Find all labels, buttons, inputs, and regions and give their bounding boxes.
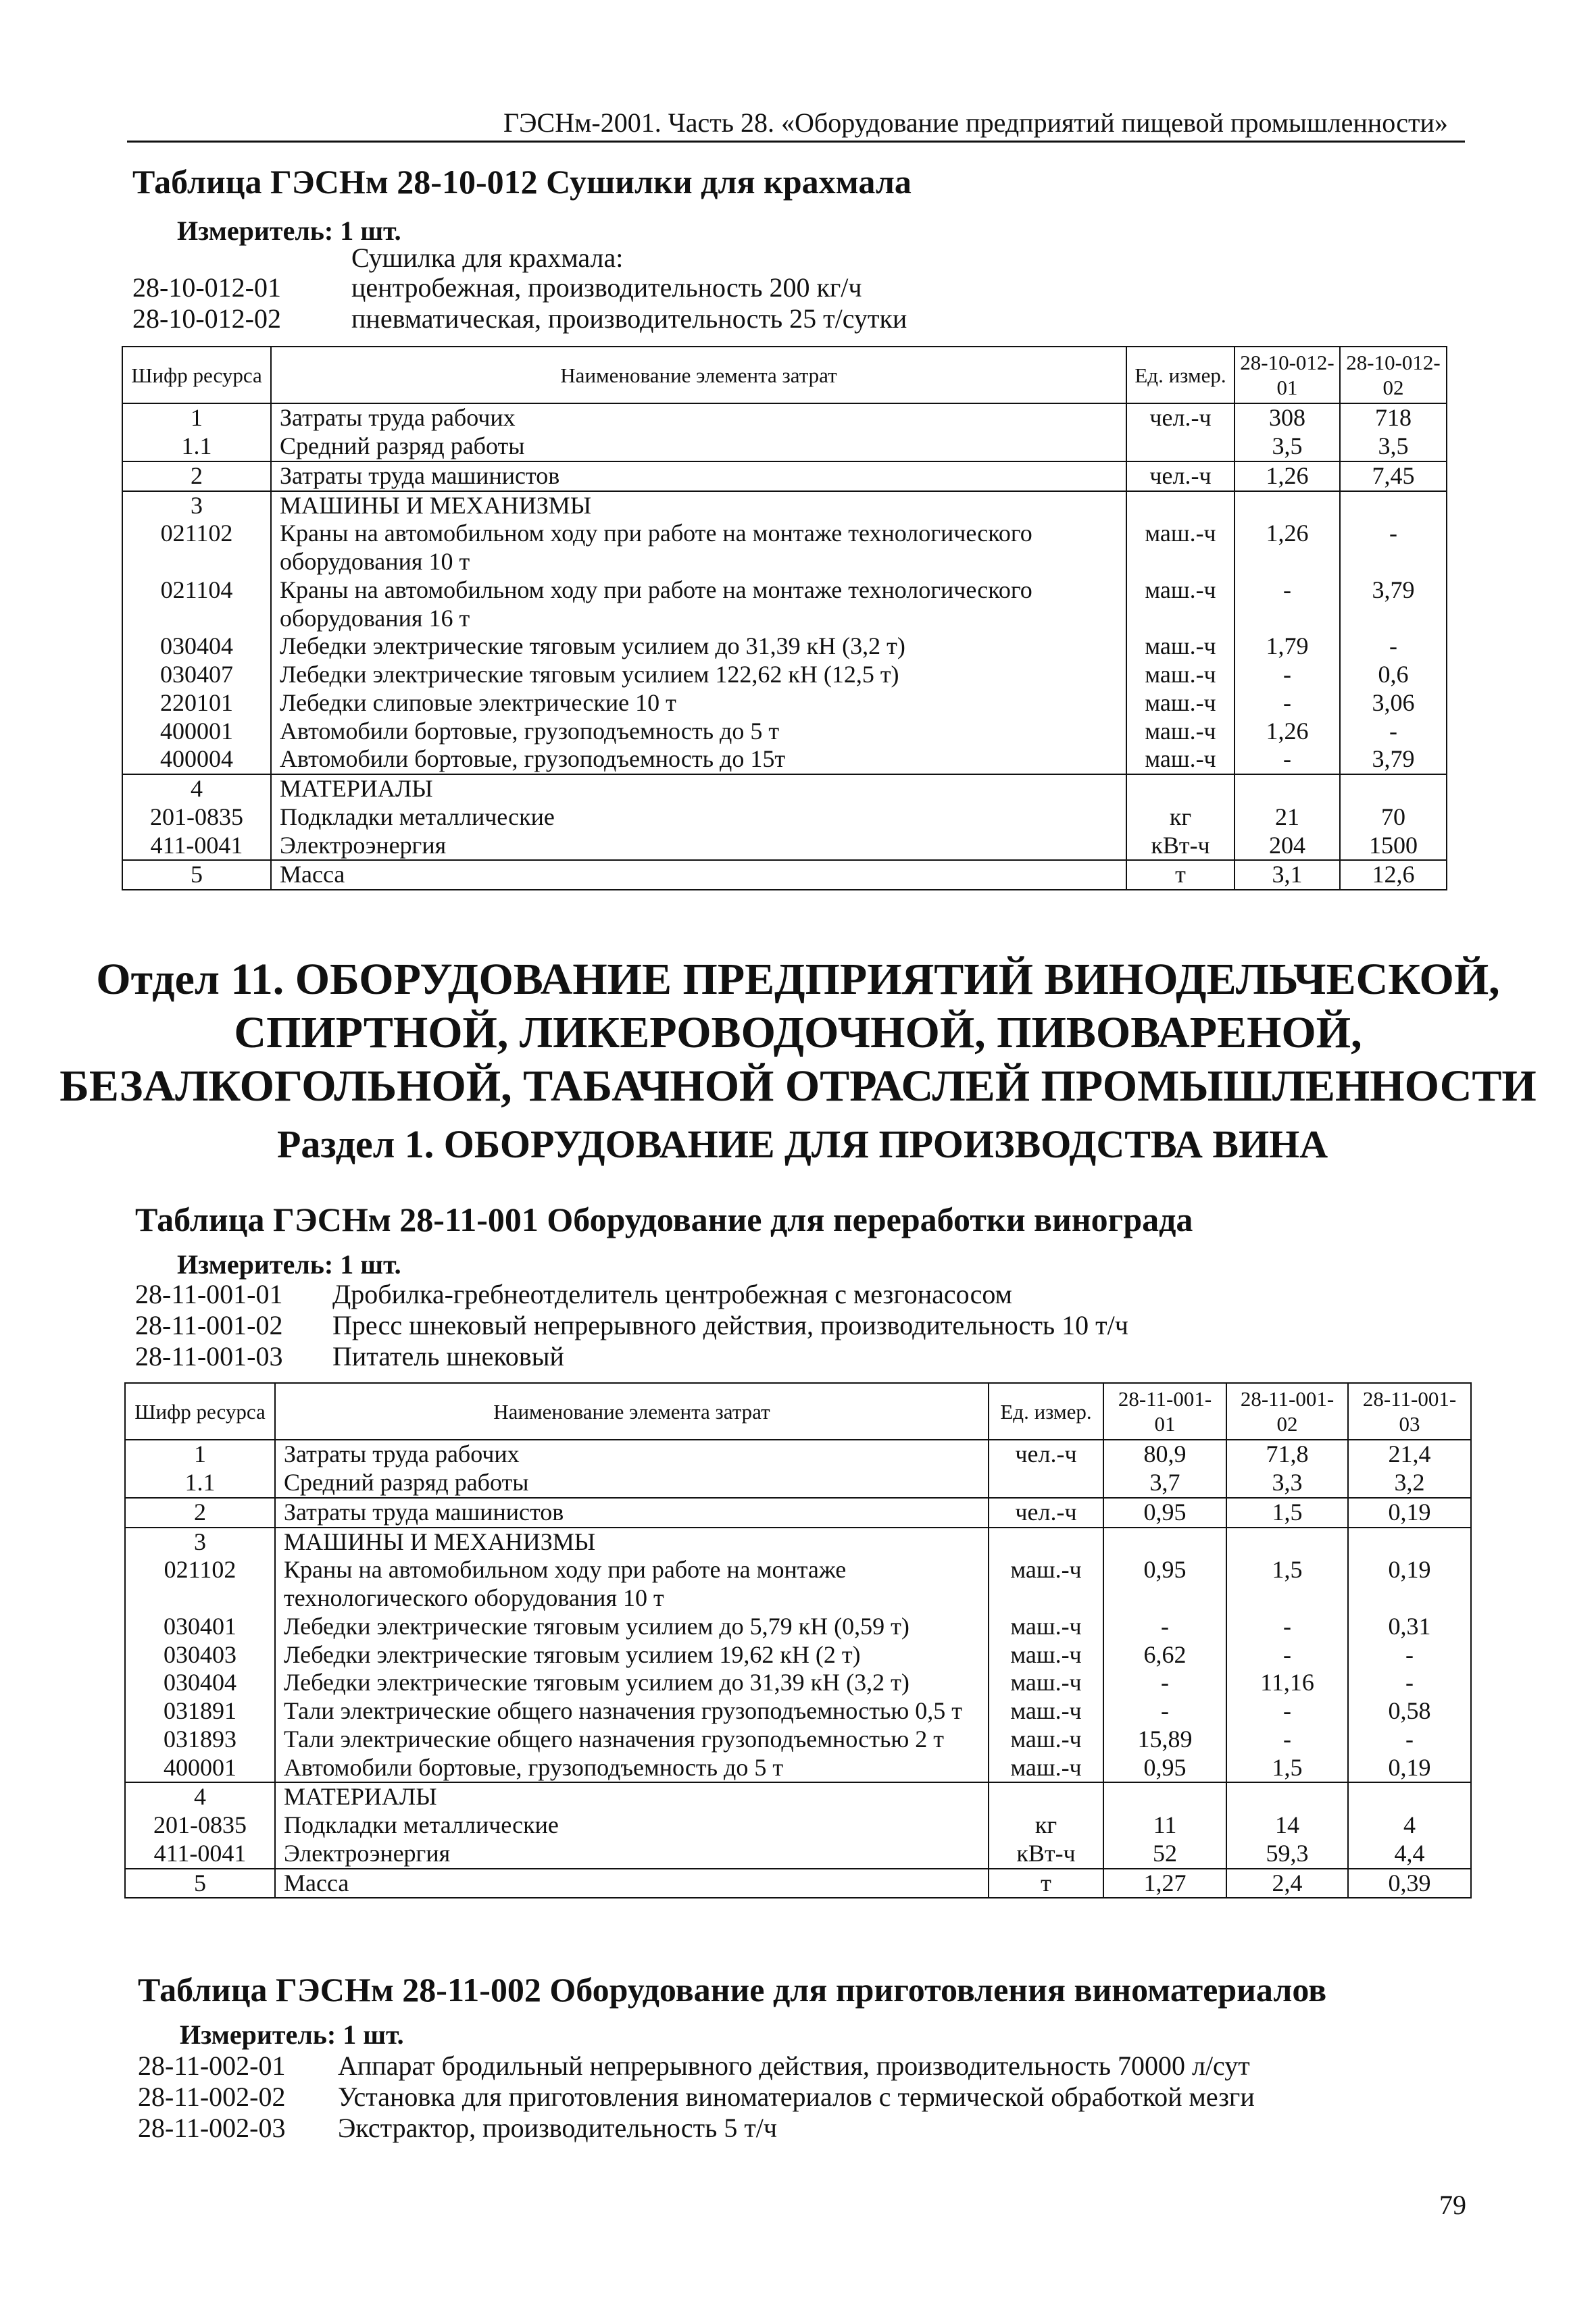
- value-cell: -: [1235, 689, 1340, 718]
- value-cell: 3,79: [1340, 745, 1447, 774]
- table-row: [122, 689, 1447, 718]
- element-name-cell: Затраты труда машинистов: [275, 1498, 989, 1528]
- value-cell: -: [1348, 1726, 1471, 1754]
- table-row: [122, 576, 1447, 633]
- value-cell: 0,95: [1103, 1754, 1226, 1783]
- resource-code-cell: 1.1: [122, 432, 271, 461]
- element-name-cell: Затраты труда рабочих: [275, 1440, 989, 1469]
- t2-table: [124, 1382, 1472, 1898]
- element-name-cell: Краны на автомобильном ходу при работе на монтаже технологического оборудования 10 т: [275, 1556, 989, 1613]
- t1-group-caption: Сушилка для крахмала:: [351, 243, 624, 273]
- element-name-cell: МАТЕРИАЛЫ: [271, 774, 1126, 803]
- resource-code-cell: 021102: [125, 1556, 275, 1613]
- value-cell: 3,1: [1235, 860, 1340, 890]
- value-cell: 718: [1340, 403, 1447, 432]
- value-cell: 0,19: [1348, 1754, 1471, 1783]
- resource-code-cell: 1.1: [125, 1469, 275, 1498]
- item-code: 28-10-012-02: [132, 303, 281, 334]
- unit-cell: маш.-ч: [989, 1613, 1103, 1641]
- value-cell: 3,2: [1348, 1469, 1471, 1498]
- element-name-cell: Тали электрические общего назначения грузоподъемностью 2 т: [275, 1726, 989, 1754]
- value-cell: 1,26: [1235, 520, 1340, 576]
- value-cell: 52: [1103, 1840, 1226, 1869]
- unit-cell: маш.-ч: [989, 1754, 1103, 1783]
- value-cell: -: [1235, 661, 1340, 689]
- unit-cell: маш.-ч: [1126, 520, 1235, 576]
- value-cell: 0,19: [1348, 1498, 1471, 1528]
- unit-cell: маш.-ч: [989, 1556, 1103, 1613]
- t2-unit: [177, 1249, 401, 1280]
- element-name-cell: Лебедки электрические тяговым усилием до 31,39 кН (3,2 т): [271, 632, 1126, 661]
- unit-cell: маш.-ч: [1126, 718, 1235, 746]
- value-cell: 1,5: [1226, 1754, 1348, 1783]
- table-row: [125, 1613, 1471, 1641]
- unit-cell: [1126, 432, 1235, 461]
- element-name-cell: Затраты труда машинистов: [271, 461, 1126, 491]
- value-cell: -: [1103, 1669, 1226, 1697]
- table-row: [125, 1469, 1471, 1498]
- unit-cell: маш.-ч: [989, 1697, 1103, 1726]
- unit-cell: [989, 1528, 1103, 1557]
- element-name-cell: МАШИНЫ И МЕХАНИЗМЫ: [275, 1528, 989, 1557]
- value-cell: 3,5: [1235, 432, 1340, 461]
- resource-code-cell: 3: [122, 491, 271, 520]
- value-cell: 3,06: [1340, 689, 1447, 718]
- element-name-cell: МАШИНЫ И МЕХАНИЗМЫ: [271, 491, 1126, 520]
- value-cell: 80,9: [1103, 1440, 1226, 1469]
- resource-code-cell: 030403: [125, 1641, 275, 1669]
- unit-cell: т: [1126, 860, 1235, 890]
- table-row: [122, 745, 1447, 774]
- resource-code-cell: 4: [125, 1782, 275, 1811]
- table-row: [122, 632, 1447, 661]
- value-cell: 4: [1348, 1811, 1471, 1840]
- value-cell: -: [1226, 1697, 1348, 1726]
- value-cell: 59,3: [1226, 1840, 1348, 1869]
- value-cell: [1103, 1528, 1226, 1557]
- t3-title: Таблица ГЭСНм 28-11-002 Оборудование для приготовления виноматериалов: [138, 1971, 1327, 2009]
- item-text: Пресс шнековый непрерывного действия, производительность 10 т/ч: [332, 1310, 1128, 1340]
- t3-item-3: [138, 2112, 777, 2144]
- section-title: [0, 953, 1596, 1113]
- value-cell: 21,4: [1348, 1440, 1471, 1469]
- item-code: 28-11-002-03: [138, 2113, 286, 2143]
- t1-title: Таблица ГЭСНм 28-10-012 Сушилки для крахмала: [132, 163, 912, 201]
- table-row: [122, 774, 1447, 803]
- table-row: [122, 803, 1447, 832]
- value-cell: 21: [1235, 803, 1340, 832]
- value-cell: 204: [1235, 832, 1340, 861]
- header-cell: 28-11-001-01: [1103, 1383, 1226, 1440]
- value-cell: 0,39: [1348, 1869, 1471, 1898]
- unit-cell: чел.-ч: [1126, 461, 1235, 491]
- item-text: пневматическая, производительность 25 т/сутки: [351, 303, 907, 334]
- element-name-cell: Затраты труда рабочих: [271, 403, 1126, 432]
- resource-code-cell: 5: [125, 1869, 275, 1898]
- section-title-line: Отдел 11. ОБОРУДОВАНИЕ ПРЕДПРИЯТИЙ ВИНОДЕЛЬЧЕСКОЙ,: [96, 955, 1500, 1004]
- header-cell: Ед. измер.: [1126, 347, 1235, 403]
- t2-item-2: [135, 1309, 1128, 1341]
- item-text: центробежная, производительность 200 кг/ч: [351, 272, 862, 303]
- resource-code-cell: 2: [122, 461, 271, 491]
- header-rule: [127, 141, 1465, 143]
- value-cell: 14: [1226, 1811, 1348, 1840]
- value-cell: -: [1226, 1641, 1348, 1669]
- resource-code-cell: 201-0835: [125, 1811, 275, 1840]
- table-row: [125, 1498, 1471, 1528]
- unit-cell: маш.-ч: [1126, 661, 1235, 689]
- element-name-cell: Лебедки слиповые электрические 10 т: [271, 689, 1126, 718]
- element-name-cell: Электроэнергия: [275, 1840, 989, 1869]
- item-text: Питатель шнековый: [332, 1341, 564, 1372]
- t2-item-1: [135, 1278, 1012, 1310]
- resource-code-cell: 220101: [122, 689, 271, 718]
- header-cell: 28-10-012-02: [1340, 347, 1447, 403]
- header-cell: 28-11-001-02: [1226, 1383, 1348, 1440]
- value-cell: [1226, 1782, 1348, 1811]
- resource-code-cell: 400004: [122, 745, 271, 774]
- resource-code-cell: 021104: [122, 576, 271, 633]
- value-cell: 0,6: [1340, 661, 1447, 689]
- section-title-line: БЕЗАЛКОГОЛЬНОЙ, ТАБАЧНОЙ ОТРАСЛЕЙ ПРОМЫШЛЕННОСТИ: [59, 1061, 1537, 1111]
- table-row: [122, 461, 1447, 491]
- running-header: ГЭСНм-2001. Часть 28. «Оборудование предприятий пищевой промышленности»: [503, 107, 1448, 138]
- unit-cell: маш.-ч: [989, 1641, 1103, 1669]
- table-row: [122, 520, 1447, 576]
- element-name-cell: Автомобили бортовые, грузоподъемность до 15т: [271, 745, 1126, 774]
- t1-table: [122, 346, 1447, 890]
- unit-cell: маш.-ч: [989, 1726, 1103, 1754]
- value-cell: 11: [1103, 1811, 1226, 1840]
- t3-item-2: [138, 2081, 1255, 2113]
- header-cell: Шифр ресурса: [125, 1383, 275, 1440]
- resource-code-cell: 030404: [122, 632, 271, 661]
- table-row: [122, 403, 1447, 432]
- value-cell: 7,45: [1340, 461, 1447, 491]
- unit-cell: [989, 1782, 1103, 1811]
- item-text: Аппарат бродильный непрерывного действия, производительность 70000 л/сут: [338, 2051, 1250, 2081]
- resource-code-cell: 400001: [122, 718, 271, 746]
- unit-cell: [1126, 774, 1235, 803]
- header-cell: Ед. измер.: [989, 1383, 1103, 1440]
- resource-code-cell: 400001: [125, 1754, 275, 1783]
- resource-code-cell: 1: [125, 1440, 275, 1469]
- item-code: 28-11-002-01: [138, 2051, 286, 2081]
- unit-cell: т: [989, 1869, 1103, 1898]
- t1-item-2: [132, 303, 907, 334]
- value-cell: -: [1103, 1697, 1226, 1726]
- value-cell: 0,58: [1348, 1697, 1471, 1726]
- value-cell: [1235, 491, 1340, 520]
- value-cell: [1103, 1782, 1226, 1811]
- value-cell: 1,27: [1103, 1869, 1226, 1898]
- value-cell: 1,26: [1235, 718, 1340, 746]
- unit-cell: маш.-ч: [1126, 745, 1235, 774]
- table-row: [122, 432, 1447, 461]
- resource-code-cell: 5: [122, 860, 271, 890]
- value-cell: 11,16: [1226, 1669, 1348, 1697]
- table-row: [125, 1440, 1471, 1469]
- value-cell: 70: [1340, 803, 1447, 832]
- value-cell: -: [1226, 1726, 1348, 1754]
- table-row: [122, 860, 1447, 890]
- value-cell: -: [1340, 520, 1447, 576]
- element-name-cell: Электроэнергия: [271, 832, 1126, 861]
- table-row: [125, 1641, 1471, 1669]
- element-name-cell: Автомобили бортовые, грузоподъемность до 5 т: [275, 1754, 989, 1783]
- value-cell: 1,5: [1226, 1556, 1348, 1613]
- table-row: [125, 1782, 1471, 1811]
- t1-unit-value: 1 шт.: [340, 216, 401, 246]
- unit-cell: кВт-ч: [989, 1840, 1103, 1869]
- section-title-line: СПИРТНОЙ, ЛИКЕРОВОДОЧНОЙ, ПИВОВАРЕНОЙ,: [234, 1008, 1362, 1058]
- t3-unit: [180, 2019, 404, 2051]
- value-cell: -: [1340, 718, 1447, 746]
- header-cell: Наименование элемента затрат: [275, 1383, 989, 1440]
- unit-cell: маш.-ч: [1126, 689, 1235, 718]
- item-code: 28-11-001-03: [135, 1341, 283, 1372]
- resource-code-cell: 031891: [125, 1697, 275, 1726]
- value-cell: 71,8: [1226, 1440, 1348, 1469]
- element-name-cell: Масса: [275, 1869, 989, 1898]
- resource-code-cell: 2: [125, 1498, 275, 1528]
- element-name-cell: Средний разряд работы: [275, 1469, 989, 1498]
- element-name-cell: Краны на автомобильном ходу при работе на монтаже технологического оборудования 16 т: [271, 576, 1126, 633]
- resource-code-cell: 411-0041: [125, 1840, 275, 1869]
- value-cell: [1348, 1782, 1471, 1811]
- value-cell: 3,3: [1226, 1469, 1348, 1498]
- t2-title: Таблица ГЭСНм 28-11-001 Оборудование для переработки винограда: [135, 1201, 1193, 1238]
- resource-code-cell: 411-0041: [122, 832, 271, 861]
- value-cell: 3,5: [1340, 432, 1447, 461]
- unit-cell: кг: [989, 1811, 1103, 1840]
- table-row: [122, 718, 1447, 746]
- item-text: Экстрактор, производительность 5 т/ч: [338, 2113, 778, 2143]
- value-cell: 3,7: [1103, 1469, 1226, 1498]
- value-cell: 1,79: [1235, 632, 1340, 661]
- value-cell: [1340, 491, 1447, 520]
- value-cell: 15,89: [1103, 1726, 1226, 1754]
- value-cell: [1235, 774, 1340, 803]
- value-cell: -: [1235, 576, 1340, 633]
- value-cell: -: [1348, 1641, 1471, 1669]
- resource-code-cell: 030407: [122, 661, 271, 689]
- element-name-cell: Лебедки электрические тяговым усилием до 31,39 кН (3,2 т): [275, 1669, 989, 1697]
- item-text: Установка для приготовления виноматериалов с термической обработкой мезги: [338, 2082, 1255, 2112]
- unit-cell: [1126, 491, 1235, 520]
- item-code: 28-11-001-01: [135, 1279, 283, 1309]
- element-name-cell: Лебедки электрические тяговым усилием до 5,79 кН (0,59 т): [275, 1613, 989, 1641]
- unit-cell: маш.-ч: [1126, 576, 1235, 633]
- t2-unit-label: Измеритель:: [177, 1249, 334, 1280]
- table-row: [125, 1811, 1471, 1840]
- value-cell: [1226, 1528, 1348, 1557]
- t1-unit-label: Измеритель:: [177, 216, 334, 246]
- value-cell: 0,95: [1103, 1556, 1226, 1613]
- element-name-cell: Лебедки электрические тяговым усилием 19,62 кН (2 т): [275, 1641, 989, 1669]
- unit-cell: маш.-ч: [1126, 632, 1235, 661]
- table-row: [125, 1528, 1471, 1557]
- element-name-cell: Тали электрические общего назначения грузоподъемностью 0,5 т: [275, 1697, 989, 1726]
- value-cell: 1,26: [1235, 461, 1340, 491]
- value-cell: -: [1226, 1613, 1348, 1641]
- unit-cell: чел.-ч: [989, 1498, 1103, 1528]
- element-name-cell: Масса: [271, 860, 1126, 890]
- table-row: [122, 661, 1447, 689]
- item-code: 28-11-001-02: [135, 1310, 283, 1340]
- unit-cell: маш.-ч: [989, 1669, 1103, 1697]
- element-name-cell: Подкладки металлические: [275, 1811, 989, 1840]
- element-name-cell: Автомобили бортовые, грузоподъемность до 5 т: [271, 718, 1126, 746]
- value-cell: 12,6: [1340, 860, 1447, 890]
- resource-code-cell: 4: [122, 774, 271, 803]
- element-name-cell: Краны на автомобильном ходу при работе на монтаже технологического оборудования 10 т: [271, 520, 1126, 576]
- value-cell: 3,79: [1340, 576, 1447, 633]
- resource-code-cell: 031893: [125, 1726, 275, 1754]
- value-cell: [1348, 1528, 1471, 1557]
- resource-code-cell: 3: [125, 1528, 275, 1557]
- table-row: [122, 832, 1447, 861]
- item-code: 28-11-002-02: [138, 2082, 286, 2112]
- table-row: [125, 1840, 1471, 1869]
- unit-cell: кВт-ч: [1126, 832, 1235, 861]
- element-name-cell: Средний разряд работы: [271, 432, 1126, 461]
- value-cell: 0,31: [1348, 1613, 1471, 1641]
- value-cell: 1,5: [1226, 1498, 1348, 1528]
- value-cell: -: [1235, 745, 1340, 774]
- table-row: [125, 1754, 1471, 1783]
- value-cell: -: [1348, 1669, 1471, 1697]
- razdel-title: Раздел 1. ОБОРУДОВАНИЕ ДЛЯ ПРОИЗВОДСТВА ВИНА: [277, 1122, 1328, 1166]
- header-cell: 28-11-001-03: [1348, 1383, 1471, 1440]
- value-cell: 308: [1235, 403, 1340, 432]
- resource-code-cell: 201-0835: [122, 803, 271, 832]
- element-name-cell: Подкладки металлические: [271, 803, 1126, 832]
- value-cell: [1340, 774, 1447, 803]
- value-cell: 0,19: [1348, 1556, 1471, 1613]
- item-code: 28-10-012-01: [132, 272, 281, 303]
- page-number: 79: [1439, 2190, 1466, 2220]
- unit-cell: кг: [1126, 803, 1235, 832]
- t1-item-1: [132, 272, 862, 303]
- table-row: [125, 1669, 1471, 1697]
- value-cell: 1500: [1340, 832, 1447, 861]
- unit-cell: [989, 1469, 1103, 1498]
- element-name-cell: Лебедки электрические тяговым усилием 122,62 кН (12,5 т): [271, 661, 1126, 689]
- unit-cell: чел.-ч: [1126, 403, 1235, 432]
- table-row: [125, 1697, 1471, 1726]
- value-cell: 4,4: [1348, 1840, 1471, 1869]
- t2-item-3: [135, 1340, 564, 1372]
- resource-code-cell: 021102: [122, 520, 271, 576]
- table-row: [122, 491, 1447, 520]
- value-cell: -: [1103, 1613, 1226, 1641]
- t2-unit-value: 1 шт.: [340, 1249, 401, 1280]
- t3-item-1: [138, 2050, 1250, 2082]
- value-cell: 0,95: [1103, 1498, 1226, 1528]
- resource-code-cell: 030401: [125, 1613, 275, 1641]
- resource-code-cell: 1: [122, 403, 271, 432]
- value-cell: 6,62: [1103, 1641, 1226, 1669]
- resource-code-cell: 030404: [125, 1669, 275, 1697]
- header-cell: Наименование элемента затрат: [271, 347, 1126, 403]
- value-cell: -: [1340, 632, 1447, 661]
- table-row: [125, 1556, 1471, 1613]
- unit-cell: чел.-ч: [989, 1440, 1103, 1469]
- element-name-cell: МАТЕРИАЛЫ: [275, 1782, 989, 1811]
- table-row: [125, 1726, 1471, 1754]
- header-cell: Шифр ресурса: [122, 347, 271, 403]
- t3-unit-value: 1 шт.: [343, 2019, 404, 2050]
- item-text: Дробилка-гребнеотделитель центробежная с мезгонасосом: [332, 1279, 1012, 1309]
- header-cell: 28-10-012-01: [1235, 347, 1340, 403]
- t3-unit-label: Измеритель:: [180, 2019, 336, 2050]
- table-row: [125, 1869, 1471, 1898]
- value-cell: 2,4: [1226, 1869, 1348, 1898]
